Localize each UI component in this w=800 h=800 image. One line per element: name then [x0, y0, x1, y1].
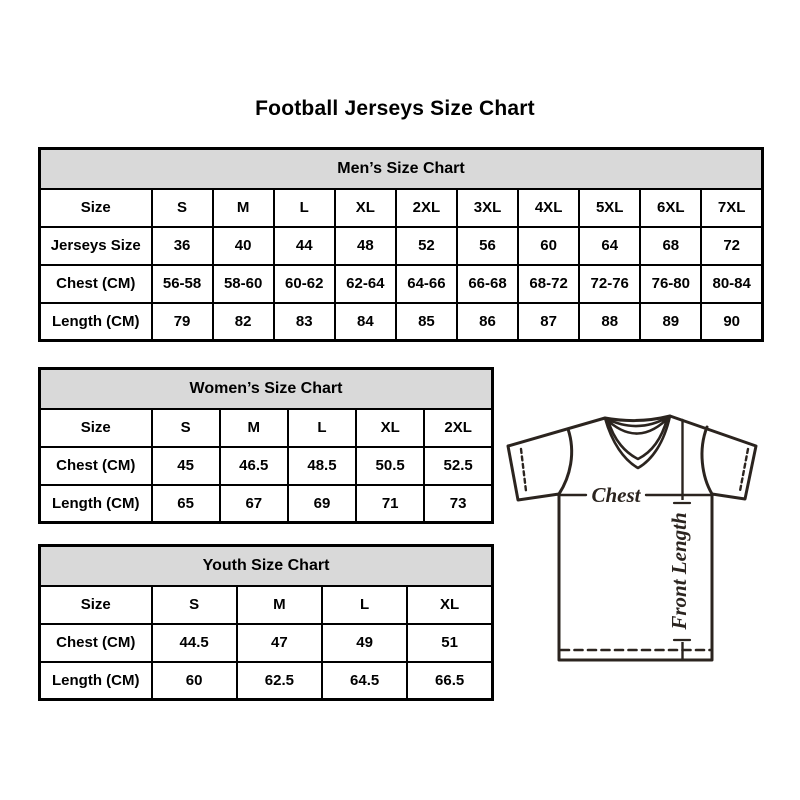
value-cell: 49	[322, 624, 407, 662]
value-cell: L	[274, 189, 335, 227]
value-cell: 36	[152, 227, 213, 265]
row-label-cell: Size	[40, 586, 152, 624]
value-cell: 89	[640, 303, 701, 341]
row-label-cell: Size	[40, 409, 152, 447]
value-cell: 45	[152, 447, 220, 485]
row-label-cell: Length (CM)	[40, 485, 152, 523]
value-cell: M	[220, 409, 288, 447]
table-title-row	[40, 149, 763, 189]
row-label-cell: Size	[40, 189, 152, 227]
youth-size-chart-table	[38, 544, 494, 701]
table-row	[40, 624, 493, 662]
value-cell: 44.5	[152, 624, 237, 662]
value-cell: S	[152, 409, 220, 447]
value-cell: 50.5	[356, 447, 424, 485]
womens-size-chart-table	[38, 367, 494, 524]
value-cell: 76-80	[640, 265, 701, 303]
value-cell: S	[152, 586, 237, 624]
value-cell: 52	[396, 227, 457, 265]
value-cell: 52.5	[424, 447, 492, 485]
table-title: Youth Size Chart	[40, 546, 493, 586]
table-row	[40, 662, 493, 700]
chest-label: Chest	[591, 483, 641, 507]
left-sleeve-seam-line	[559, 429, 572, 494]
value-cell: 90	[701, 303, 762, 341]
table-title-row	[40, 546, 493, 586]
womens-size-chart-section	[38, 367, 494, 524]
value-cell: XL	[356, 409, 424, 447]
value-cell: 80-84	[701, 265, 762, 303]
value-cell: 2XL	[424, 409, 492, 447]
value-cell: 85	[396, 303, 457, 341]
front-length-label-group	[667, 500, 692, 642]
value-cell: 51	[407, 624, 492, 662]
value-cell: 5XL	[579, 189, 640, 227]
value-cell: 2XL	[396, 189, 457, 227]
value-cell: 86	[457, 303, 518, 341]
value-cell: 6XL	[640, 189, 701, 227]
value-cell: 68	[640, 227, 701, 265]
value-cell: 46.5	[220, 447, 288, 485]
table-title-row	[40, 369, 493, 409]
row-label-cell: Chest (CM)	[40, 624, 152, 662]
value-cell: 44	[274, 227, 335, 265]
value-cell: 84	[335, 303, 396, 341]
value-cell: 62-64	[335, 265, 396, 303]
value-cell: 4XL	[518, 189, 579, 227]
value-cell: L	[288, 409, 356, 447]
value-cell: 47	[237, 624, 322, 662]
value-cell: M	[213, 189, 274, 227]
value-cell: 64-66	[396, 265, 457, 303]
table-title: Women’s Size Chart	[40, 369, 493, 409]
value-cell: XL	[407, 586, 492, 624]
mens-size-chart-section	[38, 147, 764, 342]
value-cell: 40	[213, 227, 274, 265]
value-cell: M	[237, 586, 322, 624]
value-cell: 7XL	[701, 189, 762, 227]
value-cell: XL	[335, 189, 396, 227]
value-cell: 48	[335, 227, 396, 265]
value-cell: 82	[213, 303, 274, 341]
value-cell: 3XL	[457, 189, 518, 227]
value-cell: 60	[518, 227, 579, 265]
value-cell: 83	[274, 303, 335, 341]
value-cell: 60	[152, 662, 237, 700]
youth-size-chart-section	[38, 544, 494, 701]
row-label-cell: Chest (CM)	[40, 265, 152, 303]
value-cell: 66.5	[407, 662, 492, 700]
value-cell: 48.5	[288, 447, 356, 485]
value-cell: 68-72	[518, 265, 579, 303]
table-row	[40, 189, 763, 227]
row-label-cell: Chest (CM)	[40, 447, 152, 485]
table-row	[40, 485, 493, 523]
value-cell: 66-68	[457, 265, 518, 303]
value-cell: 62.5	[237, 662, 322, 700]
table-row	[40, 303, 763, 341]
value-cell: 87	[518, 303, 579, 341]
table-row	[40, 447, 493, 485]
value-cell: 64.5	[322, 662, 407, 700]
front-length-label: Front Length	[667, 512, 691, 630]
value-cell: 88	[579, 303, 640, 341]
row-label-cell: Length (CM)	[40, 303, 152, 341]
jersey-outline	[508, 416, 756, 660]
table-title: Men’s Size Chart	[40, 149, 763, 189]
value-cell: 56	[457, 227, 518, 265]
row-label-cell: Length (CM)	[40, 662, 152, 700]
value-cell: 73	[424, 485, 492, 523]
value-cell: 72	[701, 227, 762, 265]
table-row	[40, 265, 763, 303]
value-cell: S	[152, 189, 213, 227]
table-row	[40, 409, 493, 447]
jersey-measurement-diagram	[498, 403, 778, 693]
value-cell: L	[322, 586, 407, 624]
table-row	[40, 586, 493, 624]
value-cell: 72-76	[579, 265, 640, 303]
value-cell: 71	[356, 485, 424, 523]
table-row	[40, 227, 763, 265]
value-cell: 67	[220, 485, 288, 523]
right-sleeve-seam-line	[702, 427, 712, 494]
value-cell: 56-58	[152, 265, 213, 303]
row-label-cell: Jerseys Size	[40, 227, 152, 265]
value-cell: 60-62	[274, 265, 335, 303]
mens-size-chart-table	[38, 147, 764, 342]
value-cell: 58-60	[213, 265, 274, 303]
value-cell: 64	[579, 227, 640, 265]
value-cell: 65	[152, 485, 220, 523]
value-cell: 69	[288, 485, 356, 523]
value-cell: 79	[152, 303, 213, 341]
left-cuff-dashed-line	[521, 449, 526, 491]
page-title: Football Jerseys Size Chart	[255, 97, 535, 120]
